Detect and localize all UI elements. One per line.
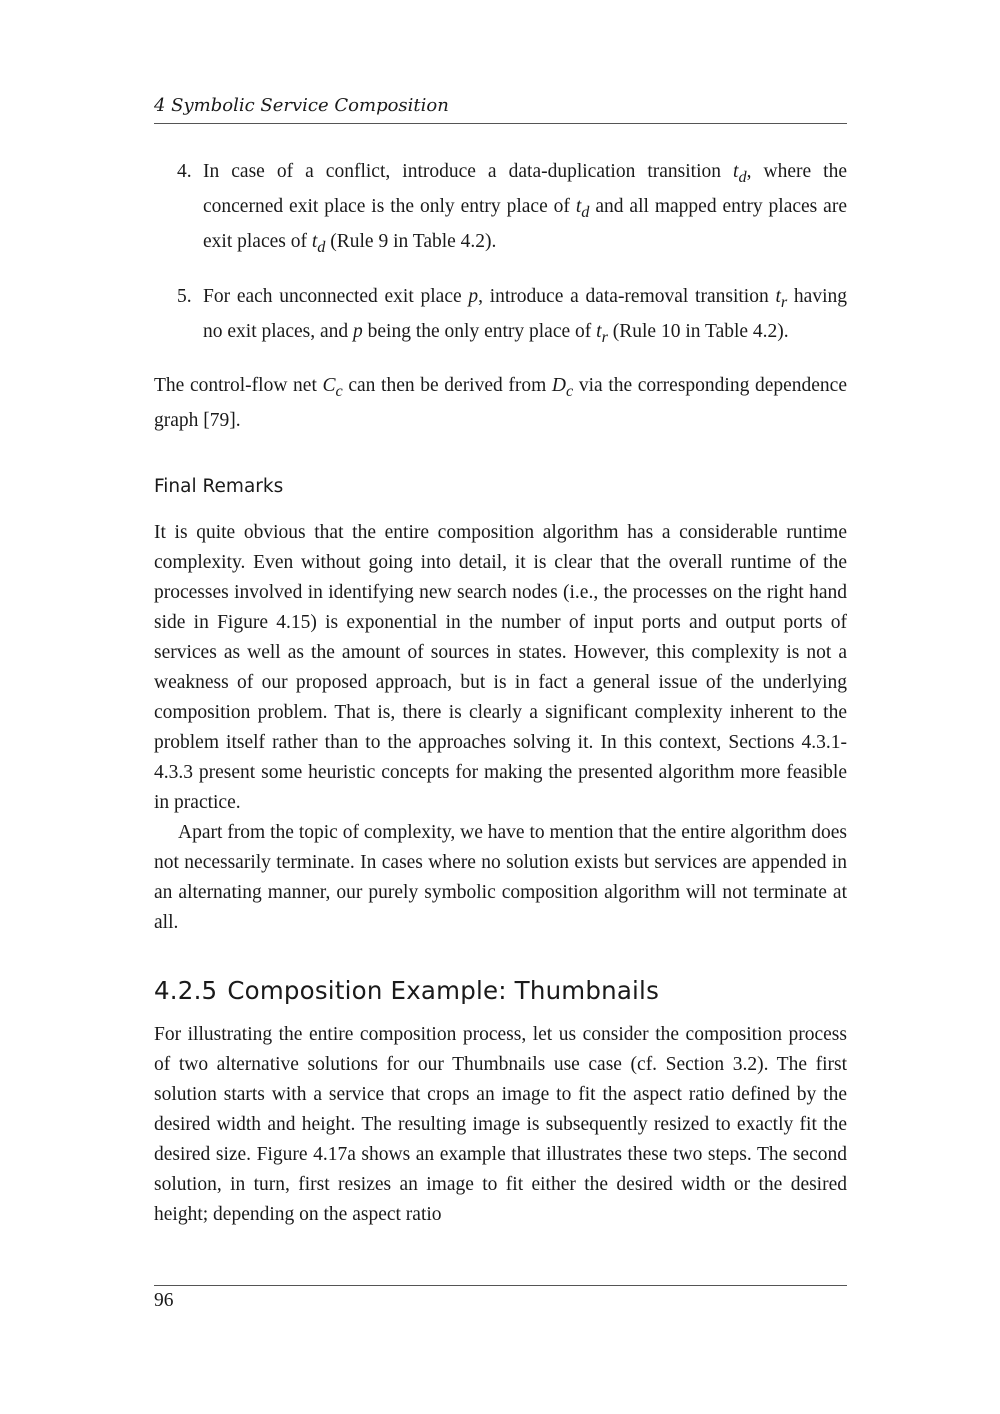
page-body: [154, 157, 847, 1230]
section-title: Composition Example: Thumbnails: [227, 976, 660, 1006]
section-paragraph: For illustrating the entire composition process, let us consider the composition process of two alternative solutions for our Thumbnails use case (cf. Section 3.2). The first solution starts with a service that crops an image to fit the aspect ratio defined by the desired width and height. The resulting image is subsequently resized to exactly fit the desired size. Figure 4.17a shows an example that illustrates these two steps. The second solution, in turn, first resizes an image to fit either the desired width or the desired height; depending on the aspect ratio: [154, 1024, 847, 1226]
list-item: 5. For each unconnected exit place p, introduce a data-removal transition $t_r$ having no exit places, and p being the only entry place of $t_r$ (Rule 10 in Table 4.2).: [154, 282, 847, 352]
list-item-number: 5.: [177, 285, 192, 307]
final-remarks-heading: Final Remarks: [154, 476, 284, 498]
footer-rule: [154, 1285, 847, 1286]
running-head: 4 Symbolic Service Composition: [154, 95, 449, 116]
page-number: 96: [154, 1290, 174, 1311]
header-rule: [154, 123, 847, 124]
paper-page: [154, 0, 847, 1414]
list-item: 4. In case of a conflict, introduce a data-duplication transition $t_d$, where the concerned exit place is the only entry place of $t_d$ and all mapped entry places are exit places of $t_d$ (Rule 9 in Table 4.2).: [154, 157, 847, 262]
list-item-number: 4.: [177, 161, 192, 182]
rule-list: [154, 157, 847, 351]
section-number: 4.2.5: [154, 976, 218, 1006]
final-remarks-paragraph-1: It is quite obvious that the entire composition algorithm has a considerable runtime complexity. Even without going into detail, it is clear that the overall runtime of the processes involved in identifying new search nodes (i.e., the processes on the right hand side in Figure 4.15) is exponential in the number of input ports and output ports of services as well as the amount of sources in states. However, this complexity is not a weakness of our proposed approach, but is in fact a general issue of the underlying composition problem. That is, there is clearly a significant complexity inherent to the problem itself rather than to the approaches solving it. In this context, Sections 4.3.1-4.3.3 present some heuristic concepts for making the presented algorithm more feasible in practice.: [154, 522, 847, 814]
section-heading: [154, 974, 847, 1008]
control-flow-paragraph: The control-flow net $C_c$ can then be derived from $D_c$ via the corresponding dependence graph [79].: [154, 375, 847, 432]
final-remarks-paragraph-2: Apart from the topic of complexity, we have to mention that the entire algorithm does not necessarily terminate. In cases where no solution exists but services are appended in an alternating manner, our purely symbolic composition algorithm will not terminate at all.: [154, 822, 847, 934]
